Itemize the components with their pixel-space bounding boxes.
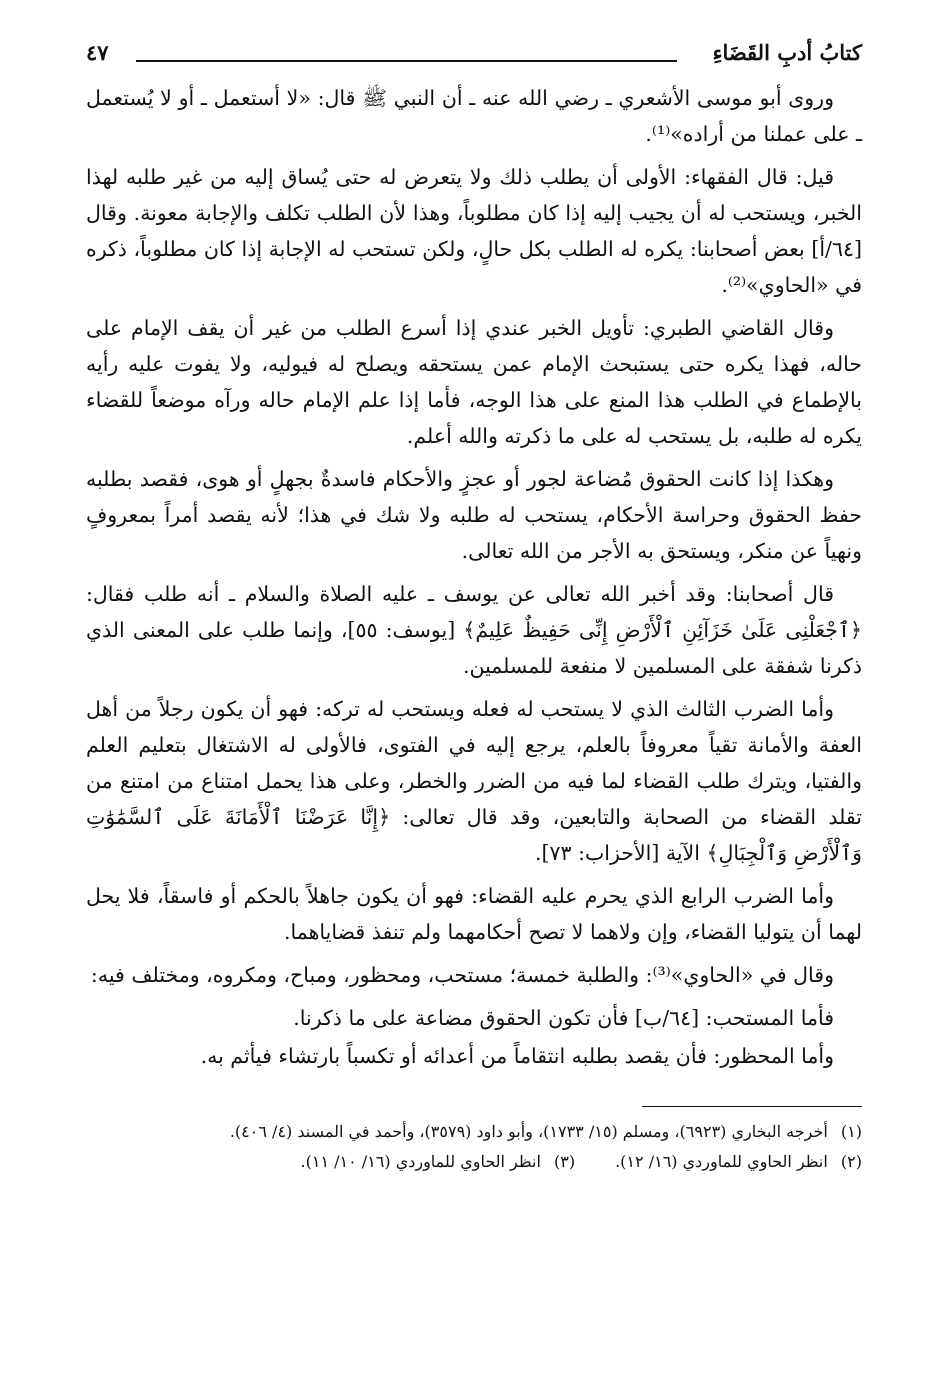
- footnote-text: انظر الحاوي للماوردي (١٦/ ١٢).: [615, 1152, 828, 1171]
- body-text: [86, 80, 862, 1074]
- footnote-number: (٢): [840, 1152, 862, 1171]
- book-title: كتابُ أدبِ القَضَاءِ: [712, 40, 862, 65]
- paragraph: وأما الضرب الثالث الذي لا يستحب له فعله ويستحب له تركه: فهو أن يكون رجلاً من أهل العفة والأمانة تقياً معروفاً بالعلم، يرجع إليه في الفتوى، فالأولى له الاشتغال بتعليم العلم والفتيا، ويترك طلب القضاء لما فيه من الضرر والخطر، وعلى هذا يحمل امتناع من امتنع من تقلد القضاء من الصحابة والتابعين، وقد قال تعالى: ﴿إِنَّا عَرَضْنَا ٱلْأَمَانَةَ عَلَى ٱلسَّمَٰوَٰتِ وَٱلْأَرْضِ وَٱلْجِبَالِ﴾ الآية [الأحزاب: ٧٣].: [86, 697, 862, 865]
- header-rule: [136, 60, 677, 62]
- footnote-2: [615, 1147, 862, 1177]
- indented-paragraph: وأما المحظور: فأن يقصد بطلبه انتقاماً من أعدائه أو تكسباً بارتشاء فيأثم به.: [200, 1044, 834, 1068]
- paragraph: قيل: قال الفقهاء: الأولى أن يطلب ذلك ولا يتعرض له حتى يُساق إليه من غير طلبه لهذا الخبر، ويستحب له أن يجيب إليه إذا كان مطلوباً، وهذا لأن الطلب تكلف والإجابة معونة. وقال [٦٤/أ] بعض أصحابنا: يكره له الطلب بكل حالٍ، ولكن تستحب له الإجابة إذا كان مطلوباً، ذكره في «الحاوي»⁽²⁾.: [86, 165, 862, 297]
- footnotes: [86, 1117, 862, 1177]
- paragraph: وأما الضرب الرابع الذي يحرم عليه القضاء: فهو أن يكون جاهلاً بالحكم أو فاسقاً، فلا يحل لهما أن يتوليا القضاء، وإن ولاهما لا تصح أحكامهما ولم تنفذ قضاياهما.: [86, 884, 862, 944]
- footnote-3: [301, 1147, 576, 1177]
- footnote-row: [86, 1147, 862, 1177]
- footnote-number: (٣): [554, 1152, 576, 1171]
- paragraph: وهكذا إذا كانت الحقوق مُضاعة لجور أو عجزٍ والأحكام فاسدةٌ بجهلٍ أو هوى، فقصد بطلبه حفظ الحقوق وحراسة الأحكام، يستحب له طلبه ولا شك في هذا؛ لأنه يقصد أمراً بمعروفٍ ونهياً عن منكر، ويستحق به الأجر من الله تعالى.: [86, 467, 862, 563]
- indented-paragraph: فأما المستحب: [٦٤/ب] فأن تكون الحقوق مضاعة على ما ذكرنا.: [293, 1006, 834, 1030]
- footnote-1: [86, 1117, 862, 1147]
- footnote-rule: [642, 1106, 862, 1107]
- page-number: ٤٧: [86, 40, 109, 65]
- page-header: [86, 40, 862, 76]
- footnote-number: (١): [840, 1122, 862, 1141]
- footnote-text: انظر الحاوي للماوردي (١٦/ ١٠/ ١١).: [300, 1152, 541, 1171]
- paragraph: وروى أبو موسى الأشعري ـ رضي الله عنه ـ أن النبي ﷺ قال: «لا أستعمل ـ أو لا يُستعمل ـ على عملنا من أراده»⁽¹⁾.: [86, 86, 862, 146]
- paragraph: قال أصحابنا: وقد أخبر الله تعالى عن يوسف ـ عليه الصلاة والسلام ـ أنه طلب فقال: ﴿ٱجْعَلْنِى عَلَىٰ خَزَآئِنِ ٱلْأَرْضِ إِنِّى حَفِيظٌ عَلِيمٌ﴾ [يوسف: ٥٥]، وإنما طلب على المعنى الذي ذكرنا شفقة على المسلمين لا منفعة للمسلمين.: [86, 582, 862, 678]
- paragraph: وقال في «الحاوي»⁽³⁾: والطلبة خمسة؛ مستحب، ومحظور، ومباح، ومكروه، ومختلف فيه:: [90, 963, 834, 987]
- footnote-text: أخرجه البخاري (٦٩٢٣)، ومسلم (١٥/ ١٧٣٣)، وأبو داود (٣٥٧٩)، وأحمد في المسند (٤/ ٤٠٦).: [229, 1122, 828, 1141]
- paragraph: وقال القاضي الطبري: تأويل الخبر عندي إذا أسرع الطلب من غير أن يقف الإمام على حاله، فهذا يكره حتى يستبحث الإمام عمن يستحقه ويصلح له فيوليه، ولا يفوت عليه رأيه بالإطماع في الطلب هذا المنع على هذا الوجه، فأما إذا علم الإمام حاله ورآه موضعاً للقضاء يكره له طلبه، بل يستحب له على ما ذكرته والله أعلم.: [86, 316, 862, 448]
